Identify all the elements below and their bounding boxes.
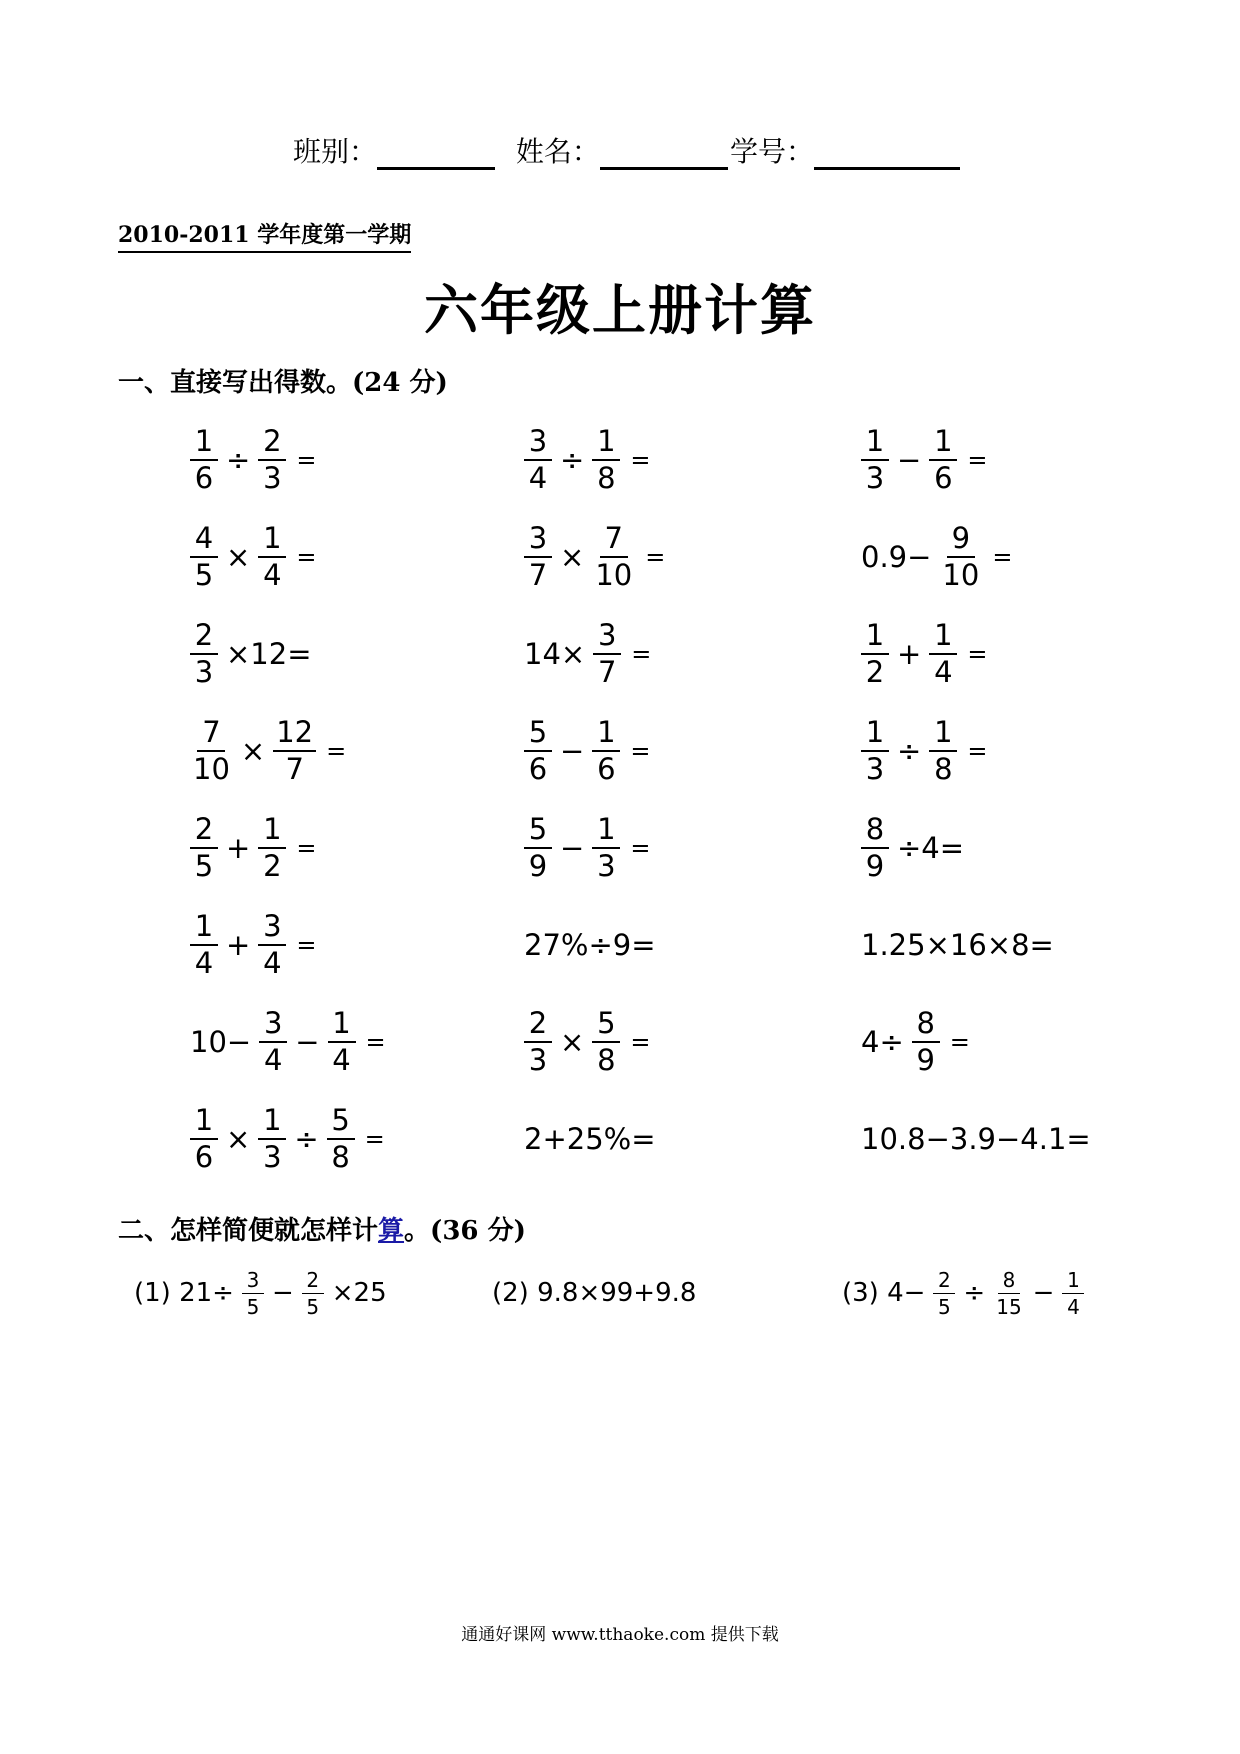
- fraction: [327, 1104, 355, 1174]
- numerator: 1: [592, 425, 620, 461]
- numerator: 2: [190, 813, 218, 849]
- denominator: 5: [194, 849, 214, 883]
- operator-text: 0.9−: [861, 540, 932, 574]
- fraction: [302, 1268, 324, 1319]
- denominator: 3: [865, 752, 885, 786]
- numerator: 1: [190, 425, 218, 461]
- problem-20: [520, 1000, 654, 1084]
- fraction: [524, 522, 552, 592]
- problem-5: [520, 515, 669, 599]
- numerator: 3: [593, 619, 621, 655]
- class-label: 班别：: [293, 135, 378, 168]
- operator-text: −: [1032, 1278, 1055, 1308]
- numerator: 1: [328, 1007, 356, 1043]
- denominator: 5: [306, 1294, 320, 1319]
- operator-text: ÷4=: [897, 831, 965, 865]
- problem-1: [186, 418, 320, 502]
- problem-8: [520, 612, 655, 696]
- operator-text: =: [296, 543, 317, 571]
- operator-text: (1) 21÷: [134, 1278, 234, 1308]
- class-blank[interactable]: [377, 137, 495, 170]
- operator-text: (3) 4−: [842, 1278, 926, 1308]
- operator-text: +: [897, 637, 922, 671]
- operator-text: ×: [240, 734, 266, 768]
- numerator: 1: [929, 619, 957, 655]
- operator-text: −: [271, 1278, 294, 1308]
- fraction: [258, 522, 286, 592]
- denominator: 4: [194, 946, 214, 980]
- operator-text: 10−: [190, 1025, 252, 1059]
- operator-text: =: [949, 1028, 970, 1056]
- numerator: 5: [592, 1007, 620, 1043]
- denominator: 4: [1067, 1294, 1080, 1319]
- denominator: 9: [916, 1043, 935, 1077]
- page-title: 六年级上册计算: [424, 278, 816, 342]
- numerator: 5: [524, 813, 552, 849]
- denominator: 9: [528, 849, 548, 883]
- denominator: 4: [934, 655, 953, 689]
- fraction: [190, 1104, 218, 1174]
- operator-text: ×: [226, 1122, 251, 1156]
- fraction: [524, 1007, 552, 1077]
- denominator: 7: [528, 558, 548, 592]
- denominator: 5: [194, 558, 214, 592]
- fraction: [258, 1104, 286, 1174]
- numerator: 2: [258, 425, 286, 461]
- operator-text: ×: [226, 540, 251, 574]
- denominator: 8: [597, 1043, 616, 1077]
- fraction: [592, 522, 635, 592]
- fraction: [258, 425, 286, 495]
- numerator: 1: [190, 910, 218, 946]
- denominator: 2: [865, 655, 885, 689]
- numerator: 3: [258, 910, 286, 946]
- numerator: 5: [327, 1104, 355, 1140]
- problem-9: [857, 612, 991, 696]
- problem-22: [186, 1097, 389, 1181]
- fraction: [190, 910, 218, 980]
- denominator: 8: [934, 752, 953, 786]
- fraction: [190, 619, 218, 689]
- fraction: [242, 1268, 264, 1319]
- numerator: 1: [258, 522, 286, 558]
- numerator: 7: [600, 522, 628, 558]
- fraction: [592, 716, 620, 786]
- simplify-problem-2: [488, 1258, 700, 1328]
- numerator: 9: [947, 522, 975, 558]
- section2-heading: [118, 1210, 526, 1247]
- numerator: 1: [1062, 1268, 1084, 1294]
- operator-text: ÷: [294, 1122, 319, 1156]
- numerator: 8: [912, 1007, 940, 1043]
- operator-text: =: [630, 737, 651, 765]
- problem-6: [857, 515, 1016, 599]
- section2-heading-link[interactable]: 算: [378, 1216, 405, 1246]
- denominator: 3: [528, 1043, 548, 1077]
- operator-text: =: [631, 640, 652, 668]
- numerator: 2: [524, 1007, 552, 1043]
- problem-23: [520, 1097, 660, 1181]
- fraction: [259, 1007, 287, 1077]
- denominator: 6: [934, 461, 953, 495]
- fraction: [592, 1007, 620, 1077]
- fraction: [861, 619, 889, 689]
- simplify-problem-3: [838, 1258, 1088, 1328]
- numerator: 1: [592, 813, 620, 849]
- operator-text: 27%÷9=: [524, 928, 656, 962]
- fraction: [524, 813, 552, 883]
- numerator: 1: [861, 425, 889, 461]
- fraction: [861, 425, 889, 495]
- operator-text: =: [967, 446, 988, 474]
- operator-text: −: [897, 443, 922, 477]
- numerator: 2: [933, 1268, 955, 1294]
- problem-16: [186, 903, 320, 987]
- name-label: 姓名：: [515, 135, 600, 168]
- denominator: 8: [331, 1140, 350, 1174]
- fraction: [190, 716, 233, 786]
- operator-text: ×12=: [226, 637, 312, 671]
- operator-text: =: [326, 737, 347, 765]
- operator-text: ×: [560, 540, 585, 574]
- fraction: [593, 619, 621, 689]
- denominator: 6: [194, 1140, 214, 1174]
- denominator: 7: [285, 752, 304, 786]
- fraction: [190, 425, 218, 495]
- numerator: 3: [242, 1268, 264, 1294]
- denominator: 4: [263, 558, 282, 592]
- fraction: [929, 619, 957, 689]
- fraction: [861, 716, 889, 786]
- semester-label: 2010-2011 学年度第一学期: [118, 218, 411, 253]
- operator-text: =: [967, 640, 988, 668]
- section2-heading-prefix: 二、怎样简便就怎样计: [118, 1216, 379, 1246]
- fraction: [861, 813, 889, 883]
- operator-text: 1.25×16×8=: [861, 928, 1054, 962]
- section1-heading: 一、直接写出得数。(24 分): [118, 368, 448, 398]
- problem-17: [520, 903, 660, 987]
- denominator: 9: [865, 849, 885, 883]
- operator-text: =: [630, 834, 651, 862]
- denominator: 4: [332, 1043, 351, 1077]
- denominator: 10: [193, 752, 230, 786]
- problem-14: [520, 806, 654, 890]
- problem-3: [857, 418, 991, 502]
- numerator: 8: [998, 1268, 1020, 1294]
- fraction: [190, 813, 218, 883]
- problem-15: [857, 806, 968, 890]
- fraction: [190, 522, 218, 592]
- denominator: 5: [938, 1294, 951, 1319]
- operator-text: ÷: [226, 443, 251, 477]
- operator-text: ×25: [331, 1278, 387, 1308]
- fraction: [1062, 1268, 1084, 1319]
- fraction: [933, 1268, 955, 1319]
- footer: 通通好课网 www.tthaoke.com 提供下载: [461, 1625, 779, 1645]
- numerator: 12: [273, 716, 316, 752]
- numerator: 5: [524, 716, 552, 752]
- denominator: 8: [597, 461, 616, 495]
- problem-21: [857, 1000, 974, 1084]
- denominator: 4: [263, 1043, 283, 1077]
- denominator: 3: [597, 849, 616, 883]
- operator-text: +: [226, 831, 251, 865]
- fraction: [258, 910, 286, 980]
- fraction: [939, 522, 982, 592]
- operator-text: =: [992, 543, 1013, 571]
- numerator: 3: [524, 522, 552, 558]
- numerator: 8: [861, 813, 889, 849]
- problem-4: [186, 515, 320, 599]
- denominator: 3: [194, 655, 214, 689]
- problem-10: [186, 709, 350, 793]
- operator-text: (2) 9.8×99+9.8: [492, 1278, 697, 1308]
- operator-text: =: [630, 446, 651, 474]
- denominator: 3: [263, 1140, 282, 1174]
- operator-text: =: [296, 834, 317, 862]
- fraction: [273, 716, 316, 786]
- numerator: 1: [929, 425, 957, 461]
- numerator: 1: [929, 716, 957, 752]
- operator-text: +: [226, 928, 251, 962]
- fraction: [524, 425, 552, 495]
- numerator: 1: [861, 619, 889, 655]
- numerator: 1: [258, 813, 286, 849]
- fraction: [524, 716, 552, 786]
- numerator: 1: [258, 1104, 286, 1140]
- fraction: [912, 1007, 940, 1077]
- denominator: 4: [528, 461, 548, 495]
- denominator: 10: [942, 558, 980, 592]
- operator-text: =: [645, 543, 666, 571]
- denominator: 4: [263, 946, 282, 980]
- problem-11: [520, 709, 654, 793]
- numerator: 2: [190, 619, 218, 655]
- denominator: 3: [263, 461, 282, 495]
- id-label: 学号：: [729, 135, 814, 168]
- operator-text: =: [967, 737, 988, 765]
- problem-7: [186, 612, 316, 696]
- operator-text: =: [364, 1125, 385, 1153]
- fraction: [592, 813, 620, 883]
- fraction: [993, 1268, 1024, 1319]
- operator-text: ÷: [897, 734, 922, 768]
- operator-text: −: [560, 734, 585, 768]
- operator-text: =: [296, 931, 317, 959]
- numerator: 3: [524, 425, 552, 461]
- numerator: 2: [302, 1268, 324, 1294]
- numerator: 1: [861, 716, 889, 752]
- denominator: 6: [597, 752, 616, 786]
- fraction: [592, 425, 620, 495]
- denominator: 2: [263, 849, 282, 883]
- id-blank[interactable]: [814, 137, 960, 170]
- operator-text: ÷: [963, 1278, 986, 1308]
- numerator: 3: [259, 1007, 287, 1043]
- problem-18: [857, 903, 1058, 987]
- fraction: [258, 813, 286, 883]
- numerator: 7: [197, 716, 225, 752]
- numerator: 1: [592, 716, 620, 752]
- simplify-problem-1: [130, 1258, 391, 1328]
- operator-text: =: [630, 1028, 651, 1056]
- problem-12: [857, 709, 991, 793]
- denominator: 15: [996, 1294, 1022, 1319]
- numerator: 4: [190, 522, 218, 558]
- denominator: 3: [865, 461, 885, 495]
- operator-text: 14×: [524, 637, 586, 671]
- problem-2: [520, 418, 654, 502]
- operator-text: =: [365, 1028, 386, 1056]
- numerator: 1: [190, 1104, 218, 1140]
- student-info-line: [293, 130, 972, 170]
- operator-text: =: [296, 446, 317, 474]
- denominator: 7: [597, 655, 617, 689]
- problem-24: [857, 1097, 1095, 1181]
- operator-text: −: [295, 1025, 320, 1059]
- fraction: [328, 1007, 356, 1077]
- operator-text: 2+25%=: [524, 1122, 656, 1156]
- name-blank[interactable]: [600, 137, 728, 170]
- problem-13: [186, 806, 320, 890]
- section2-heading-suffix: 。(36 分): [404, 1216, 526, 1246]
- denominator: 6: [194, 461, 214, 495]
- denominator: 5: [246, 1294, 260, 1319]
- operator-text: ÷: [560, 443, 585, 477]
- denominator: 6: [528, 752, 548, 786]
- operator-text: 4÷: [861, 1025, 904, 1059]
- problem-19: [186, 1000, 390, 1084]
- operator-text: −: [560, 831, 585, 865]
- operator-text: ×: [560, 1025, 585, 1059]
- fraction: [929, 425, 957, 495]
- operator-text: 10.8−3.9−4.1=: [861, 1122, 1091, 1156]
- denominator: 10: [595, 558, 633, 592]
- fraction: [929, 716, 957, 786]
